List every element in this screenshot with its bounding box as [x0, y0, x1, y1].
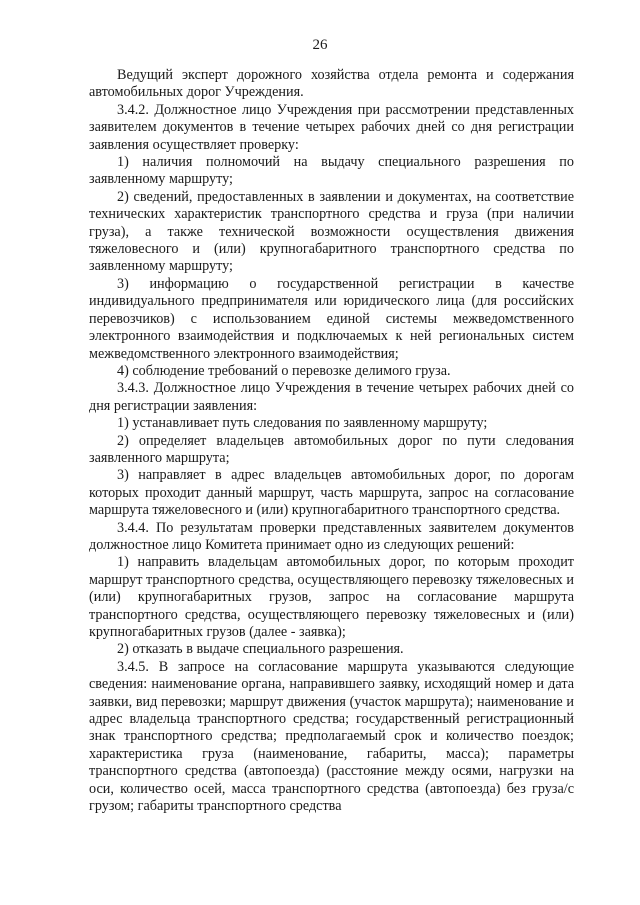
list-item-send-request: 3) направляет в адрес владельцев автомобильных дорог, по дорогам которых проходит данный маршрут, часть маршрута, запрос на согласование маршрута тяжеловесного и (или) крупногабаритного транспортного средства. [89, 467, 574, 519]
list-item-authority-check: 1) наличия полномочий на выдачу специального разрешения по заявленному маршруту; [89, 154, 574, 188]
list-item-decision-refuse: 2) отказать в выдаче специального разрешения. [117, 641, 404, 658]
paragraph-responsible-expert: Ведущий эксперт дорожного хозяйства отдела ремонта и содержания автомобильных дорог Учреждения. [89, 67, 574, 101]
list-item-road-owners: 2) определяет владельцев автомобильных дорог по пути следования заявленного маршрута; [89, 432, 574, 466]
document-body [89, 67, 574, 815]
list-item-info-check: 2) сведений, предоставленных в заявлении и документах, на соответствие технических характеристик транспортного средства и груза (при наличии груза), а также технической возможности осуществления движения тяжеловесного и (или) крупногабаритного транспортного средства по заявленному маршруту; [89, 188, 574, 275]
paragraph-3-4-4: 3.4.4. По результатам проверки представленных заявителем документов должностное лицо Комитета принимает одно из следующих решений: [89, 519, 574, 553]
paragraph-3-4-3: 3.4.3. Должностное лицо Учреждения в течение четырех рабочих дней со дня регистрации заявления: [89, 380, 574, 414]
list-item-route-path: 1) устанавливает путь следования по заявленному маршруту; [117, 415, 488, 432]
page-number: 26 [312, 37, 328, 53]
list-item-registration-check: 3) информацию о государственной регистрации в качестве индивидуального предпринимателя или юридического лица (для российских перевозчиков) с использованием единой системы межведомственного электронного взаимодействия и подключаемых к ней региональных систем межведомственного электронного взаимодействия; [89, 275, 574, 362]
list-item-decision-send: 1) направить владельцам автомобильных дорог, по которым проходит маршрут транспортного средства, осуществляющего перевозку тяжеловесных и (или) крупногабаритных грузов, запрос на согласование маршрута транспортного средства, осуществляющего перевозку тяжеловесных и (или) крупногабаритных грузов (далее - заявка); [89, 554, 574, 640]
paragraph-3-4-2: 3.4.2. Должностное лицо Учреждения при рассмотрении представленных заявителем документов в течение четырех рабочих дней со дня регистрации заявления осуществляет проверку: [89, 101, 574, 153]
paragraph-3-4-5: 3.4.5. В запросе на согласование маршрута указываются следующие сведения: наименование органа, направившего заявку, исходящий номер и дата заявки, вид перевозки; маршрут движения (участок маршрута); наименование и адрес владельца транспортного средства; государственный регистрационный знак транспортного средства; предполагаемый срок и количество поездок; характеристика груза (наименование, габариты, масса); параметры транспортного средства (автопоезда) (расстояние между осями, нагрузки на оси, количество осей, масса транспортного средства (автопоезда) без груза/с грузом; габариты транспортного средства [89, 658, 574, 815]
list-item-divisible-cargo: 4) соблюдение требований о перевозке делимого груза. [117, 362, 451, 379]
